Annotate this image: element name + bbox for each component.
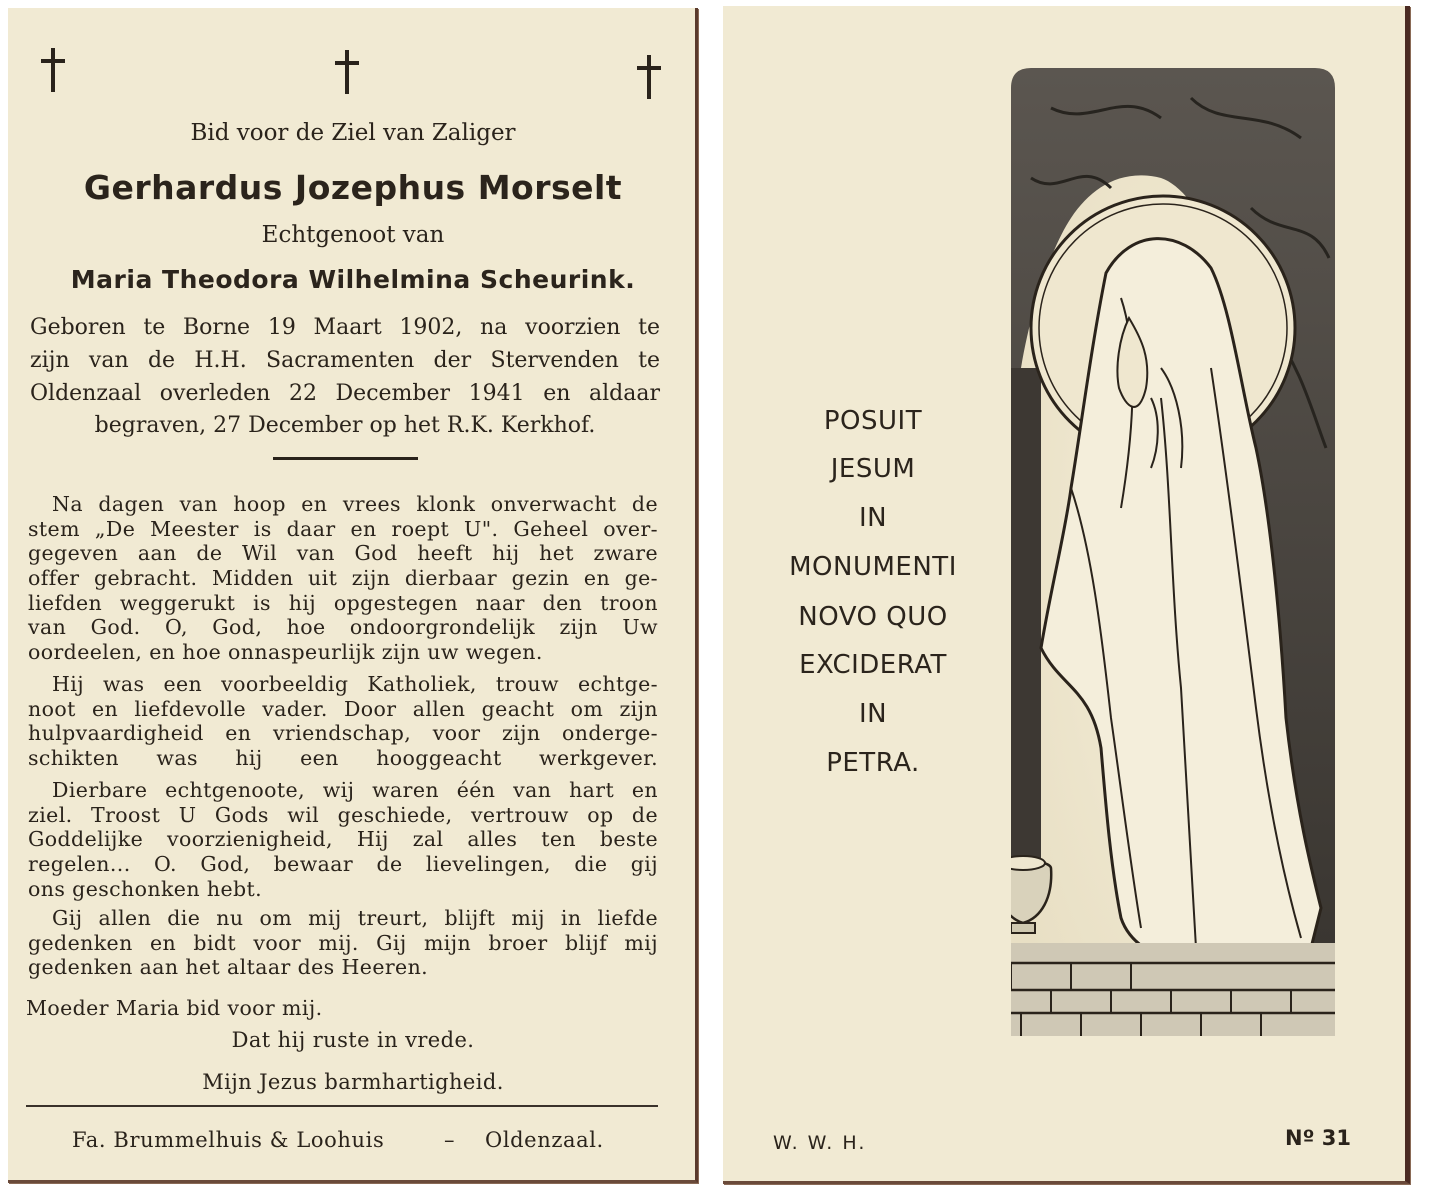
printer-city: Oldenzaal.: [485, 1128, 604, 1152]
inscription-line: PETRA.: [826, 748, 920, 778]
inscription-line: MONUMENTI: [789, 552, 957, 582]
paragraph-line: gegeven aan de Wil van God heeft hij het zware: [28, 541, 658, 566]
biography-line: Geboren te Borne 19 Maart 1902, na voorzien te: [30, 315, 660, 340]
printer-name: Fa. Brummelhuis & Loohuis: [72, 1128, 385, 1152]
inscription-line: JESUM: [830, 454, 916, 484]
inscription-line: POSUIT: [823, 406, 923, 436]
paragraph-line: Na dagen van hoop en vrees klonk onverwacht de: [52, 492, 658, 516]
cross-icon: [38, 46, 68, 94]
printer-separator: –: [444, 1128, 455, 1152]
paragraph-line: regelen... O. God, bewaar de lievelingen, die gij: [28, 852, 658, 877]
spouse-label: Echtgenoot van: [261, 222, 445, 248]
closing-prayer: Mijn Jezus barmhartigheid.: [202, 1070, 504, 1094]
biography-line: begraven, 27 December op het R.K. Kerkhof.: [94, 413, 596, 438]
paragraph-line: offer gebracht. Midden uit zijn dierbaar gezin en ge-: [28, 566, 658, 591]
publisher-mark: W. W. H.: [773, 1132, 867, 1154]
paragraph-line: hulpvaardigheid en vriendschap, voor zijn onderge-: [28, 721, 658, 746]
paragraph-line: liefden weggerukt is hij opgestegen naar den troon: [28, 590, 658, 615]
paragraph-line: gedenken aan het altaar des Heeren.: [28, 955, 429, 980]
mourning-woman-illustration: [1011, 68, 1335, 1036]
inscription-line: IN: [858, 503, 888, 533]
spouse-name: Maria Theodora Wilhelmina Scheurink.: [70, 265, 636, 294]
paragraph-line: van God. O, God, hoe ondoorgrondelijk zijn Uw: [28, 615, 658, 640]
paragraph-line: ons geschonken hebt.: [28, 876, 263, 901]
paragraph-line: schikten was hij een hooggeacht werkgever.: [28, 746, 658, 771]
paragraph-remembrance: [28, 906, 658, 980]
paragraph-line: Goddelijke voorzienigheid, Hij zal alles ten beste: [28, 827, 658, 852]
deceased-name: Gerhardus Jozephus Morselt: [83, 168, 623, 207]
memorial-card-front: [8, 8, 698, 1183]
biography-line: Oldenzaal overleden 22 December 1941 en aldaar: [30, 381, 660, 406]
paragraph-line: Hij was een voorbeeldig Katholiek, trouw echtge-: [52, 672, 658, 696]
divider: [26, 1105, 658, 1107]
inscription-line: IN: [858, 699, 888, 729]
divider: [273, 457, 418, 460]
prayer-intro: Bid voor de Ziel van Zaliger: [190, 120, 516, 146]
cross-icon: [332, 48, 362, 96]
paragraph-character: [28, 672, 658, 771]
paragraph-line: Dierbare echtgenoote, wij waren één van hart en: [52, 778, 658, 802]
paragraph-spouse: [28, 778, 658, 901]
closing-prayer: Dat hij ruste in vrede.: [231, 1028, 475, 1052]
paragraph-line: stem „De Meester is daar en roept U". Geheel over-: [28, 516, 658, 541]
paragraph-line: Gij allen die nu om mij treurt, blijft mij in liefde: [52, 906, 658, 930]
paragraph-line: noot en liefdevolle vader. Door allen geacht om zijn: [28, 696, 658, 721]
paragraph-line: ziel. Troost U Gods wil geschiede, vertrouw op de: [28, 802, 658, 827]
inscription-line: NOVO QUO: [798, 602, 948, 632]
biography-line: zijn van de H.H. Sacramenten der Stervenden te: [30, 348, 660, 373]
paragraph-line: gedenken en bidt voor mij. Gij mijn broer blijf mij: [28, 930, 658, 955]
closing-prayer: Moeder Maria bid voor mij.: [26, 996, 323, 1020]
paragraph-line: oordeelen, en hoe onnaspeurlijk zijn uw wegen.: [28, 640, 543, 665]
inscription-line: EXCIDERAT: [799, 650, 947, 680]
memorial-card-back: [723, 6, 1410, 1184]
cross-icon: [634, 53, 664, 101]
card-number: Nº 31: [1285, 1126, 1351, 1150]
paragraph-mourning: [28, 492, 658, 665]
